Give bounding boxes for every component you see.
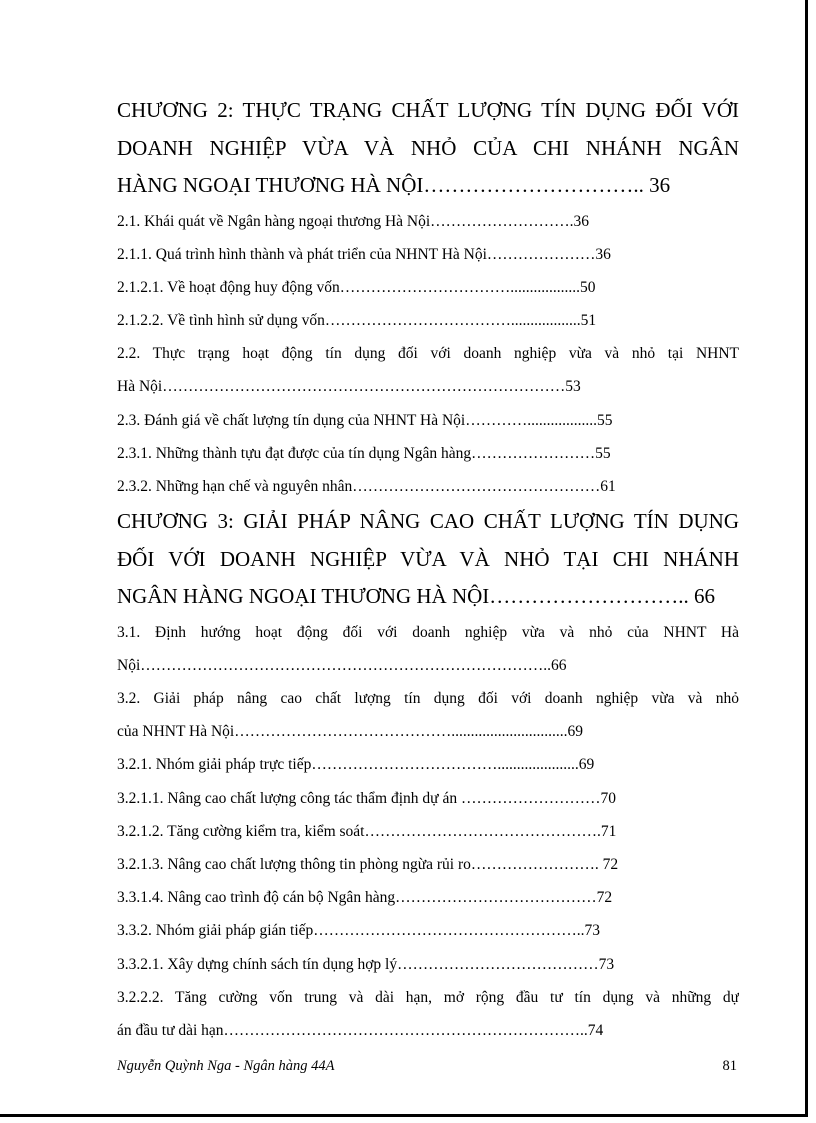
toc-entry-line: 3.2.1.2. Tăng cường kiểm tra, kiểm soát……………………………………….71 xyxy=(117,822,617,840)
toc-chapter-line: CHƯƠNG 3: GIẢI PHÁP NÂNG CAO CHẤT LƯỢNG TÍN DỤNG xyxy=(117,509,739,534)
toc-entry-line: án đầu tư dài hạn……………………………………………………………..74 xyxy=(117,1021,604,1039)
toc-entry-line: 3.2.1. Nhóm giải pháp trực tiếp……………………………….....................69 xyxy=(117,756,595,774)
toc-entry-line: 3.2. Giải pháp nâng cao chất lượng tín dụng đối với doanh nghiệp vừa và nhỏ xyxy=(117,690,739,708)
toc-chapter-line: ĐỐI VỚI DOANH NGHIỆP VỪA VÀ NHỎ TẠI CHI NHÁNH xyxy=(117,546,739,571)
toc-chapter-line: DOANH NGHIỆP VỪA VÀ NHỎ CỦA CHI NHÁNH NGÂN xyxy=(117,135,739,160)
toc-entry-line: 2.3. Đánh giá về chất lượng tín dụng của NHNT Hà Nội…………..................55 xyxy=(117,411,613,429)
page-number: 81 xyxy=(722,1058,737,1074)
toc-entry-line: 2.1. Khái quát về Ngân hàng ngoại thương Hà Nội……………………….36 xyxy=(117,212,590,230)
toc-entry-line: 3.3.2. Nhóm giải pháp gián tiếp……………………………………………..73 xyxy=(117,922,601,940)
table-of-contents xyxy=(117,92,739,1047)
toc-chapter-line: NGÂN HÀNG NGOẠI THƯƠNG HÀ NỘI……………………….. 66 xyxy=(117,584,716,609)
toc-entry-line: 3.2.2.2. Tăng cường vốn trung và dài hạn, mở rộng đầu tư tín dụng và những dự xyxy=(117,988,739,1006)
toc-entry-line: 3.2.1.3. Nâng cao chất lượng thông tin phòng ngừa rủi ro……………………. 72 xyxy=(117,856,619,873)
toc-entry-line: Nội……………………………………………………………………..66 xyxy=(117,656,567,674)
page-footer xyxy=(117,1056,737,1076)
toc-entry-line: 2.3.1. Những thành tựu đạt được của tín dụng Ngân hàng……………………55 xyxy=(117,444,611,462)
toc-entry-line: 2.2. Thực trạng hoạt động tín dụng đối với doanh nghiệp vừa và nhỏ tại NHNT xyxy=(117,345,739,363)
toc-entry-line: của NHNT Hà Nội……………………………………..............................69 xyxy=(117,723,583,741)
toc-entry-line: Hà Nội……………………………………………………………………53 xyxy=(117,378,581,396)
toc-entry-line: 3.2.1.1. Nâng cao chất lượng công tác thẩm định dự án ………………………70 xyxy=(117,789,616,807)
toc-entry-line: 2.1.1. Quá trình hình thành và phát triển của NHNT Hà Nội…………………36 xyxy=(117,245,611,263)
toc-entry-line: 3.1. Định hướng hoạt động đối với doanh nghiệp vừa và nhỏ của NHNT Hà xyxy=(117,623,739,641)
toc-entry-line: 2.1.2.1. Về hoạt động huy động vốn……………………………..................50 xyxy=(117,278,596,296)
toc-entry-line: 3.3.1.4. Nâng cao trình độ cán bộ Ngân hàng…………………………………72 xyxy=(117,889,613,907)
toc-entry-line: 2.1.2.2. Về tình hình sử dụng vốn………………………………..................51 xyxy=(117,312,597,330)
toc-entry-line: 3.3.2.1. Xây dựng chính sách tín dụng hợp lý…………………………………73 xyxy=(117,955,615,973)
toc-entry-line: 2.3.2. Những hạn chế và nguyên nhân…………………………………………61 xyxy=(117,478,616,495)
toc-chapter-line: CHƯƠNG 2: THỰC TRẠNG CHẤT LƯỢNG TÍN DỤNG ĐỐI VỚI xyxy=(117,98,739,122)
toc-chapter-line: HÀNG NGOẠI THƯƠNG HÀ NỘI………………………….. 36 xyxy=(117,173,671,197)
footer-author: Nguyễn Quỳnh Nga - Ngân hàng 44A xyxy=(117,1058,335,1074)
